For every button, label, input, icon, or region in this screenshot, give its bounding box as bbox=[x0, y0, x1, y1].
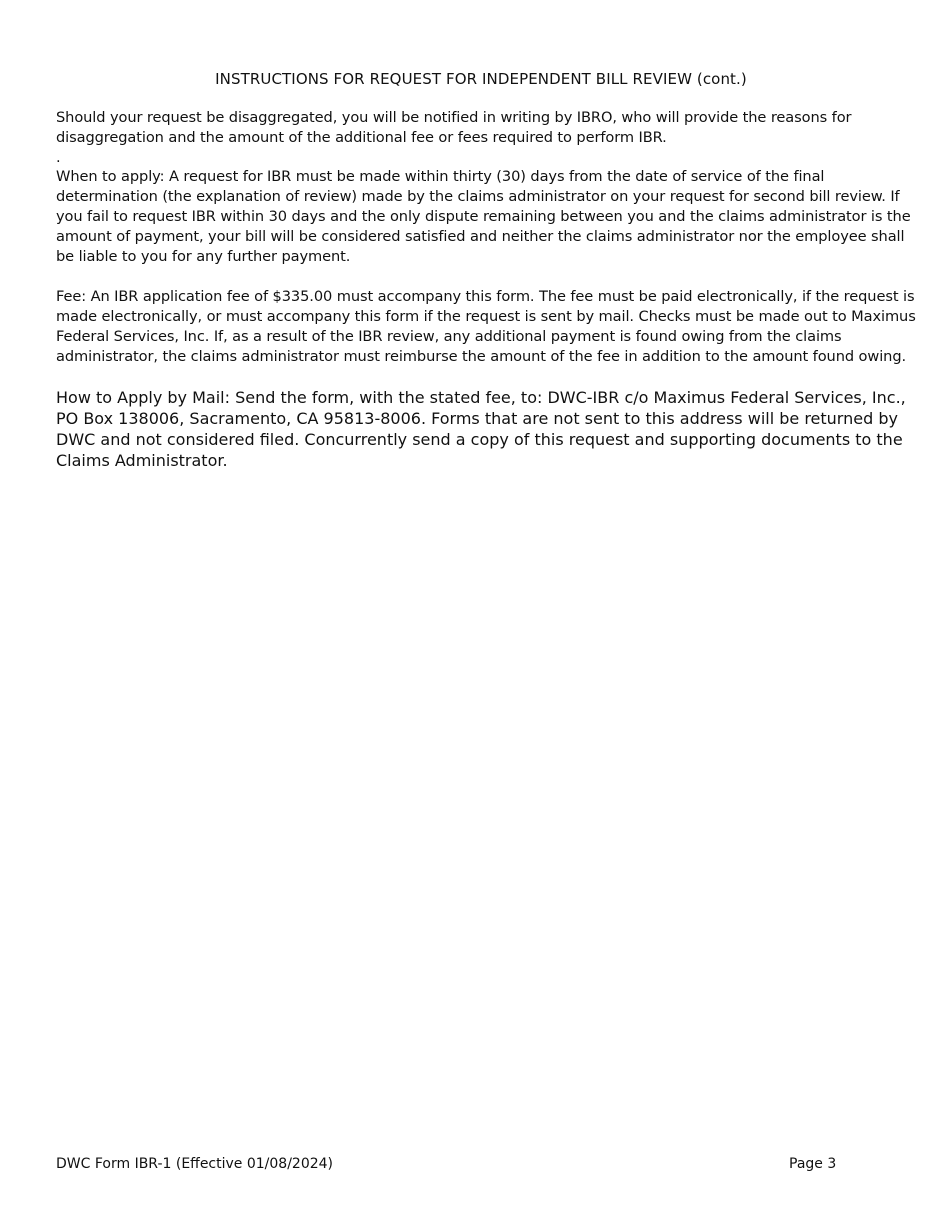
separator-dot: . bbox=[56, 149, 61, 166]
page-title: INSTRUCTIONS FOR REQUEST FOR INDEPENDENT BILL REVIEW (cont.) bbox=[215, 70, 747, 88]
how-to-apply-paragraph: How to Apply by Mail: Send the form, with the stated fee, to: DWC-IBR c/o Maximus Federal Services, Inc., PO Box 138006, Sacramento, CA 95813-8006. Forms that are not sent to this address will be returned by DWC and not considered filed. Concurrently send a copy of this request and supporting documents to the Claims Administrator. bbox=[56, 388, 906, 470]
paragraph-spacer bbox=[56, 267, 916, 287]
when-to-apply-paragraph: When to apply: A request for IBR must be made within thirty (30) days from the date of service of the final determination (the explanation of review) made by the claims administrator on your request for second bill review. If you fail to request IBR within 30 days and the only dispute remaining between you and the claims administrator is the amount of payment, your bill will be considered satisfied and neither the claims administrator nor the employee shall be liable to you for any further payment. bbox=[56, 168, 911, 265]
fee-paragraph: Fee: An IBR application fee of $335.00 must accompany this form. The fee must be paid electronically, if the request is made electronically, or must accompany this form if the request is sent by mail. Checks must be made out to Maximus Federal Services, Inc. If, as a result of the IBR review, any additional payment is found owing from the claims administrator, the claims administrator must reimburse the amount of the fee in addition to the amount found owing. bbox=[56, 288, 916, 365]
form-identifier: DWC Form IBR-1 (Effective 01/08/2024) bbox=[56, 1156, 334, 1172]
paragraph-spacer bbox=[56, 367, 916, 387]
page-number: Page 3 bbox=[789, 1156, 837, 1172]
instructions-body bbox=[56, 108, 916, 471]
disaggregation-paragraph: Should your request be disaggregated, you will be notified in writing by IBRO, who will provide the reasons for disaggregation and the amount of the additional fee or fees required to perform IBR. bbox=[56, 109, 852, 146]
